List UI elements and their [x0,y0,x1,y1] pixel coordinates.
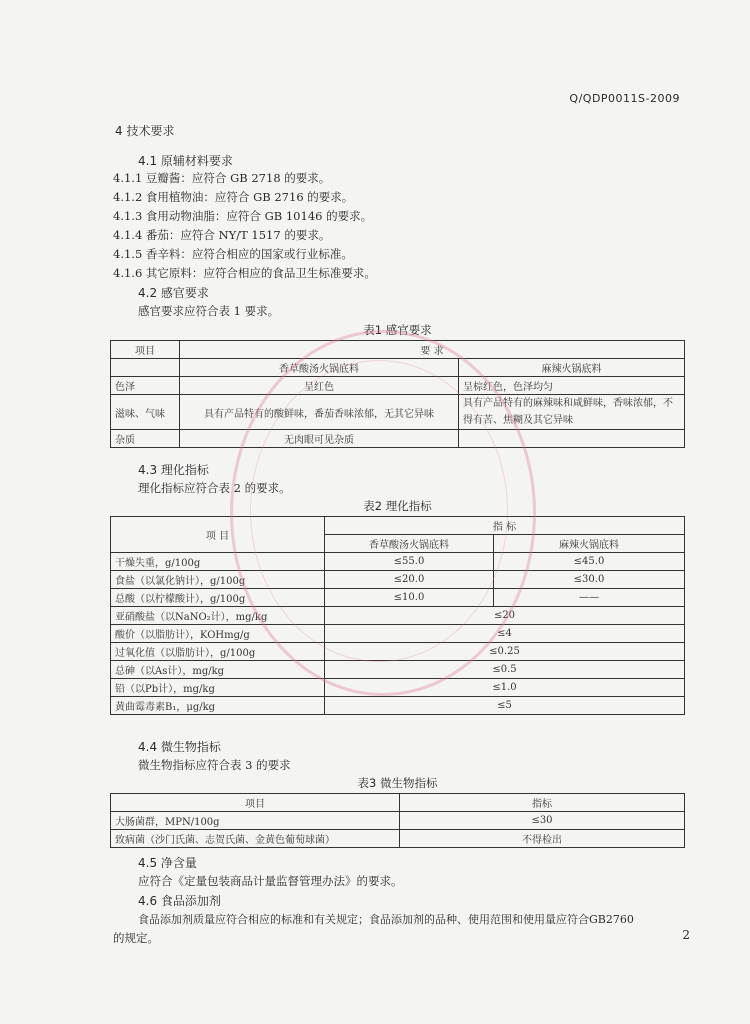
table-cell: ≤0.25 [325,643,685,661]
table-header-cell: 项目 [111,794,400,812]
table-header-cell: 项目 [111,341,180,359]
table-cell: 不得检出 [400,830,685,848]
table-row [111,625,685,643]
table-row [111,377,685,395]
section-4-6-text-cont: 的规定。 [113,931,159,945]
table-cell [459,430,685,448]
section-4-4-text: 微生物指标应符合表 3 的要求 [138,758,291,772]
table-microbiological [110,793,685,848]
table-row [111,697,685,715]
table-cell: ≤20 [325,607,685,625]
table-cell: ≤1.0 [325,679,685,697]
table-cell: 铅（以Pb计），mg/kg [111,679,325,697]
clause-4-1-5: 4.1.5 香辛料：应符合相应的国家或行业标准。 [113,247,353,261]
table-cell: 总酸（以柠檬酸计），g/100g [111,589,325,607]
section-4-6-text: 食品添加剂质量应符合相应的标准和有关规定；食品添加剂的品种、使用范围和使用量应符合GB2760 [138,913,634,926]
table3-caption: 表3 微生物指标 [357,776,438,790]
table-cell: 总砷（以As计），mg/kg [111,661,325,679]
section-4-2-text: 感官要求应符合表 1 要求。 [138,304,280,318]
table-cell: 过氧化值（以脂肪计），g/100g [111,643,325,661]
table-row [111,661,685,679]
table-row [111,553,685,571]
table-row [111,395,685,430]
table-cell: ≤10.0 [325,589,494,607]
section-4-6-heading: 4.6 食品添加剂 [138,894,221,908]
table-cell: 杂质 [111,430,180,448]
section-4-3-text: 理化指标应符合表 2 的要求。 [138,481,291,495]
table-header-cell: 要 求 [180,341,685,359]
table-cell: 致病菌（沙门氏菌、志贺氏菌、金黄色葡萄球菌） [111,830,400,848]
table-cell: 色泽 [111,377,180,395]
table-cell: ≤20.0 [325,571,494,589]
table-cell: 呈棕红色，色泽均匀 [459,377,685,395]
table-cell: ≤55.0 [325,553,494,571]
table-cell: ≤0.5 [325,661,685,679]
section-4-5-heading: 4.5 净含量 [138,856,197,870]
table-header-cell: 香草酸汤火锅底料 [325,535,494,553]
table1-caption: 表1 感官要求 [363,323,432,337]
table-cell: 亚硝酸盐（以NaNO₂计），mg/kg [111,607,325,625]
section-4-heading: 4 技术要求 [115,124,175,138]
table-row [111,643,685,661]
table-cell: 大肠菌群，MPN/100g [111,812,400,830]
table-cell: 食盐（以氯化钠计），g/100g [111,571,325,589]
section-4-4-heading: 4.4 微生物指标 [138,740,221,754]
clause-4-1-1: 4.1.1 豆瓣酱：应符合 GB 2718 的要求。 [113,171,331,185]
table-header-cell: 麻辣火锅底料 [459,359,685,377]
table-cell: ≤5 [325,697,685,715]
document-code: Q/QDP0011S-2009 [569,92,680,105]
table-cell: ≤30 [400,812,685,830]
table-header-cell: 项 目 [111,517,325,553]
table-row [111,679,685,697]
section-4-3-heading: 4.3 理化指标 [138,463,209,477]
table-physicochemical [110,516,685,715]
table-cell [111,359,180,377]
table-cell: 滋味、气味 [111,395,180,430]
table-cell: 黄曲霉毒素B₁，μg/kg [111,697,325,715]
table-row [111,571,685,589]
table-row [111,812,685,830]
page-number: 2 [682,928,690,942]
table-header-cell: 香草酸汤火锅底料 [180,359,459,377]
table-row [111,430,685,448]
table-row [111,830,685,848]
section-4-1-heading: 4.1 原辅材料要求 [138,154,233,168]
table-header-cell: 麻辣火锅底料 [494,535,685,553]
clause-4-1-3: 4.1.3 食用动物油脂：应符合 GB 10146 的要求。 [113,209,373,223]
table-cell: 呈红色 [180,377,459,395]
table-cell: ≤45.0 [494,553,685,571]
table-cell: ≤4 [325,625,685,643]
table-header-cell: 指标 [400,794,685,812]
table-cell: —— [494,589,685,607]
clause-4-1-2: 4.1.2 食用植物油：应符合 GB 2716 的要求。 [113,190,354,204]
table-cell: 具有产品特有的酸鲜味，番茄香味浓郁，无其它异味 [180,395,459,430]
table-cell: 无肉眼可见杂质 [180,430,459,448]
table-cell: 具有产品特有的麻辣味和咸鲜味，香味浓郁，不得有苦、焦糊及其它异味 [459,395,685,430]
table-row [111,607,685,625]
clause-4-1-4: 4.1.4 番茄：应符合 NY/T 1517 的要求。 [113,228,331,242]
section-4-5-text: 应符合《定量包装商品计量监督管理办法》的要求。 [138,874,403,888]
table-row [111,589,685,607]
table2-caption: 表2 理化指标 [363,499,432,513]
table-sensory [110,340,685,448]
table-cell: 干燥失重，g/100g [111,553,325,571]
clause-4-1-6: 4.1.6 其它原料：应符合相应的食品卫生标准要求。 [113,266,376,280]
table-cell: ≤30.0 [494,571,685,589]
section-4-2-heading: 4.2 感官要求 [138,286,209,300]
table-cell: 酸价（以脂肪计），KOHmg/g [111,625,325,643]
table-header-cell: 指 标 [325,517,685,535]
